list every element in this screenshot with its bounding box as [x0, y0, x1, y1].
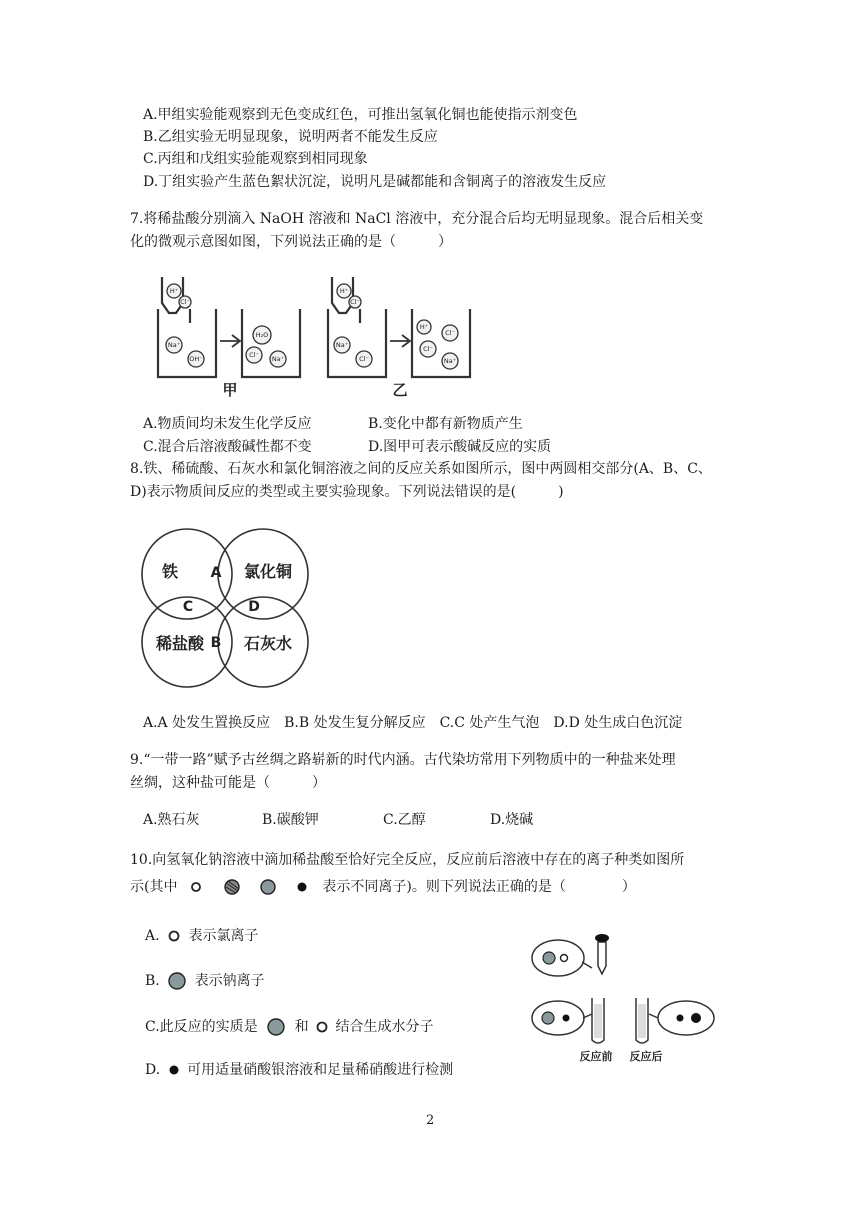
q10-option-b [145, 971, 265, 991]
q10-option-d-prefix: D. [145, 1062, 161, 1078]
q9-option-c: C.乙醇 [383, 812, 426, 828]
q9-stem-line1: 9.“一带一路”赋予古丝绸之路崭新的时代内涵。古代染坊常用下列物质中的一种盐来处理 [130, 752, 676, 768]
gray-ion-icon [262, 1017, 290, 1037]
q10-option-c-text: 结合生成水分子 [335, 1019, 434, 1035]
q10-stem-prefix: 示(其中 [130, 879, 178, 895]
q7-molecule-h2o: H₂O [255, 331, 269, 339]
q10-stem-line1: 10.向氢氧化钠溶液中滴加稀盐酸至恰好完全反应，反应前后溶液中存在的离子种类如图所 [130, 852, 685, 868]
q10-option-a-text: 表示氯离子 [188, 928, 259, 944]
q7-option-a: A.物质间均未发生化学反应 [143, 416, 312, 432]
q7-label-yi: 乙 [392, 381, 408, 399]
venn-region-c: C [182, 599, 194, 615]
q7-option-d: D.图甲可表示酸碱反应的实质 [368, 439, 552, 455]
q8-stem-line2: D)表示物质间反应的类型或主要实验现象。下列说法错误的是( ) [130, 484, 564, 500]
q9-option-b: B.碳酸钾 [262, 812, 319, 828]
q10-stem-suffix: 表示不同离子)。则下列说法正确的是（ ） [322, 879, 636, 895]
q10-option-c [145, 1017, 433, 1037]
q7-option-b: B.变化中都有新物质产生 [368, 416, 523, 432]
q7-ion-na: Na⁺ [271, 355, 285, 363]
q10-legend-ions-icon [182, 878, 318, 896]
q6-option-b: B.乙组实验无明显现象，说明两者不能发生反应 [143, 129, 438, 145]
q7-ion-h: H⁺ [169, 287, 179, 295]
q7-label-jia: 甲 [222, 381, 238, 399]
q8-options: A.A 处发生置换反应 B.B 处发生复分解反应 C.C 处产生气泡 D.D 处生成白色沉淀 [143, 715, 683, 731]
q7-ion-cl: Cl⁻ [445, 329, 455, 337]
q7-stem-line1: 7.将稀盐酸分别滴入 NaOH 溶液和 NaCl 溶液中，充分混合后均无明显现象。混合后相关变 [130, 211, 704, 227]
venn-label-limewater: 石灰水 [243, 634, 293, 653]
q7-option-c: C.混合后溶液酸碱性都不变 [143, 439, 312, 455]
q8-venn-diagram [140, 527, 310, 697]
q7-microscopic-figure [150, 275, 490, 400]
q9-stem-line2: 丝绸，这种盐可能是（ ） [130, 775, 326, 791]
q10-option-d-text: 可用适量硝酸银溶液和足量稀硝酸进行检测 [187, 1062, 454, 1078]
q10-option-a-prefix: A. [145, 928, 160, 944]
q10-label-after: 反应后 [629, 1050, 663, 1063]
black-ion-icon [165, 1062, 183, 1078]
q10-option-d [145, 1061, 453, 1079]
q10-option-b-prefix: B. [145, 973, 160, 989]
q10-option-b-text: 表示钠离子 [194, 973, 265, 989]
q6-option-c: C.丙组和戊组实验能观察到相同现象 [143, 151, 368, 167]
page-number: 2 [426, 1113, 435, 1128]
gray-ion-icon [164, 971, 190, 991]
q7-ion-cl: Cl⁻ [180, 298, 190, 306]
q9-option-a: A.熟石灰 [143, 812, 200, 828]
q10-label-before: 反应前 [579, 1050, 613, 1063]
q7-ion-cl: Cl⁻ [350, 298, 360, 306]
white-ion-icon [313, 1019, 331, 1035]
q7-ion-h: H⁺ [419, 323, 429, 331]
q7-ion-cl: Cl⁻ [249, 351, 259, 359]
venn-region-d: D [248, 599, 260, 615]
q7-ion-h: H⁺ [339, 287, 349, 295]
venn-label-copper-chloride: 氯化铜 [243, 562, 293, 581]
q7-ion-na: Na⁺ [443, 357, 457, 365]
q10-option-a [145, 927, 258, 945]
venn-region-b: B [210, 635, 222, 651]
q9-option-d: D.烧碱 [490, 812, 534, 828]
q7-stem-line2: 化的微观示意图如图，下列说法正确的是（ ） [130, 234, 452, 250]
q7-ion-cl: Cl⁻ [359, 355, 369, 363]
q7-ion-na: Na⁺ [167, 341, 181, 349]
q10-option-c-mid: 和 [294, 1019, 309, 1035]
q8-stem-line1: 8.铁、稀硫酸、石灰水和氯化铜溶液之间的反应关系如图所示，图中两圆相交部分(A、B、C、 [130, 461, 712, 477]
q10-option-c-prefix: C.此反应的实质是 [145, 1019, 258, 1035]
q6-option-d: D.丁组实验产生蓝色絮状沉淀，说明凡是碱都能和含铜离子的溶液发生反应 [143, 174, 607, 190]
white-ion-icon [164, 928, 184, 944]
q10-reaction-figure [528, 934, 728, 1064]
venn-label-dilute-acid: 稀盐酸 [155, 634, 205, 653]
q6-option-a: A.甲组实验能观察到无色变成红色，可推出氢氧化铜也能使指示剂变色 [143, 107, 578, 123]
venn-label-iron: 铁 [161, 562, 179, 581]
q7-ion-na: Na⁺ [335, 341, 349, 349]
q7-ion-cl: Cl⁻ [423, 345, 433, 353]
venn-region-a: A [210, 565, 222, 581]
q10-stem-line2 [130, 878, 636, 896]
q7-ion-oh: OH⁻ [189, 355, 203, 363]
